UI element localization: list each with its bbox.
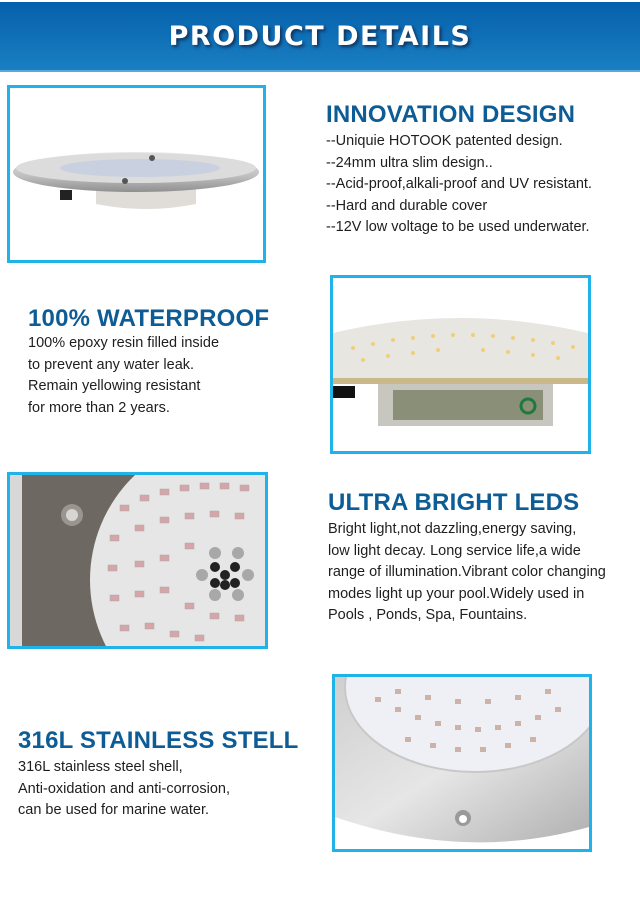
- section-ultra-bright-leds: [328, 489, 640, 627]
- epoxy-cross-section-illustration: [333, 278, 588, 451]
- section-line: to prevent any water leak.: [28, 356, 195, 373]
- section-line: 316L stainless steel shell,: [18, 759, 183, 775]
- section-line: Bright light,not dazzling,energy saving,: [328, 521, 577, 537]
- section-line: low light decay. Long service life,a wide: [328, 542, 581, 559]
- section-line: Anti-oxidation and anti-corrosion,: [18, 780, 230, 797]
- section-line: Pools , Ponds, Spa, Fountains.: [328, 607, 528, 623]
- section-title: INNOVATION DESIGN: [326, 101, 576, 128]
- section-innovation-design: [326, 101, 636, 239]
- section-title: ULTRA BRIGHT LEDS: [328, 489, 580, 516]
- stainless-shell-illustration: [335, 677, 589, 849]
- section-line: 100% epoxy resin filled inside: [28, 335, 220, 351]
- section-stainless-steel: [18, 727, 318, 822]
- section-line: --Hard and durable cover: [326, 197, 488, 214]
- section-line: Remain yellowing resistant: [28, 378, 201, 394]
- section-line: for more than 2 years.: [28, 399, 170, 416]
- section-line: --12V low voltage to be used underwater.: [326, 219, 590, 235]
- section-waterproof: [28, 305, 318, 419]
- page-title: PRODUCT DETAILS: [168, 20, 472, 52]
- product-image-led-board: [7, 472, 268, 649]
- pool-light-illustration: [10, 88, 263, 260]
- section-title: 100% WATERPROOF: [28, 305, 270, 332]
- product-image-side-view: [7, 85, 266, 263]
- section-line: --24mm ultra slim design..: [326, 154, 493, 171]
- led-board-illustration: [10, 475, 265, 646]
- section-title: 316L STAINLESS STELL: [18, 727, 299, 754]
- product-image-stainless-shell: [332, 674, 592, 852]
- section-line: --Uniquie HOTOOK patented design.: [326, 133, 563, 149]
- product-image-cross-section: [330, 275, 591, 454]
- section-line: range of illumination.Vibrant color changing: [328, 564, 606, 580]
- page-header: [0, 2, 640, 72]
- section-line: --Acid-proof,alkali-proof and UV resistant.: [326, 176, 592, 192]
- section-line: modes light up your pool.Widely used in: [328, 585, 585, 602]
- section-line: can be used for marine water.: [18, 802, 210, 818]
